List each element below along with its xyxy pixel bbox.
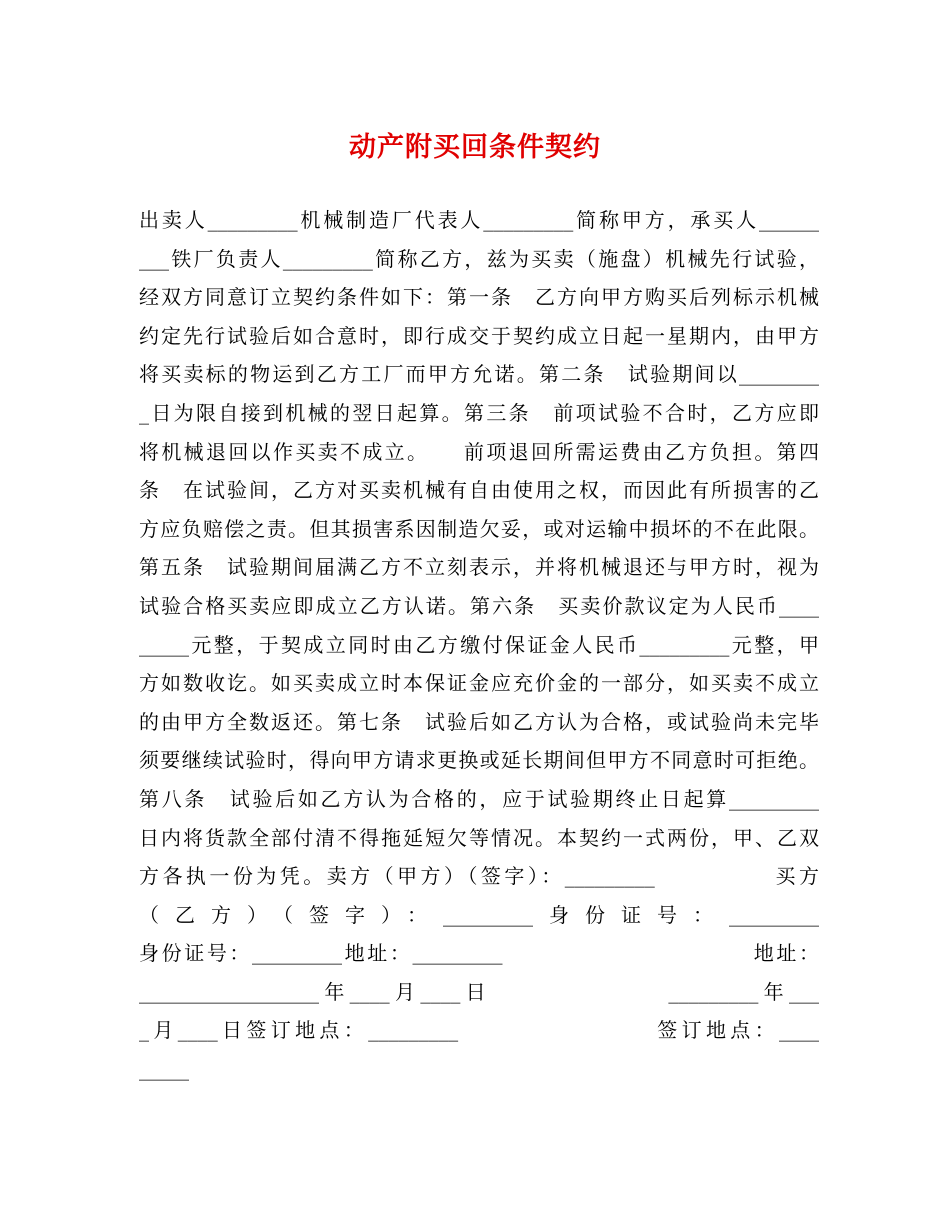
document-title: 动产附买回条件契约 — [349, 132, 601, 163]
contract-line-5: 将买卖标的物运到乙方工厂而甲方允诺。第二条 试验期间以________ — [139, 362, 819, 387]
contract-line-6: _日为限自接到机械的翌日起算。第三条 前项试验不合时，乙方应即 — [139, 400, 819, 425]
contract-line-22: _月____日签订地点：_________ 签订地点：____ — [139, 1018, 819, 1043]
contract-line-10: 第五条 试验期间届满乙方不立刻表示，并将机械退还与甲方时，视为 — [139, 555, 819, 580]
contract-line-16: 第八条 试验后如乙方认为合格的，应于试验期终止日起算_________ — [139, 786, 819, 811]
contract-line-9: 方应负赔偿之责。但其损害系因制造欠妥，或对运输中损坏的不在此限。 — [139, 516, 819, 541]
contract-line-21: __________________年____月____日 _________年___ — [139, 979, 819, 1004]
contract-line-23: _____ — [139, 1057, 189, 1082]
contract-line-8: 条 在试验间，乙方对买卖机械有自由使用之权，而因此有所损害的乙 — [139, 478, 819, 503]
contract-body — [139, 201, 819, 1089]
contract-line-3: 经双方同意订立契约条件如下：第一条 乙方向甲方购买后列标示机械 — [139, 285, 819, 310]
contract-line-1: 出卖人_________机械制造厂代表人_________简称甲方，承买人______ — [139, 208, 819, 232]
contract-line-13: 方如数收讫。如买卖成立时本保证金应充价金的一部分，如买卖不成立 — [139, 671, 819, 696]
contract-line-18: 方各执一份为凭。卖方（甲方）（签字）：_________ 买方 — [139, 864, 819, 889]
contract-line-2: ___铁厂负责人_________简称乙方，兹为买卖（施盘）机械先行试验， — [139, 246, 819, 271]
contract-line-14: 的由甲方全数返还。第七条 试验后如乙方认为合格，或试验尚未完毕 — [139, 709, 819, 734]
contract-line-19: （乙方）（签字）：_________身份证号：_________ — [139, 902, 819, 927]
contract-line-15: 须要继续试验时，得向甲方请求更换或延长期间但甲方不同意时可拒绝。 — [139, 748, 819, 773]
contract-line-11: 试验合格买卖应即成立乙方认诺。第六条 买卖价款议定为人民币____ — [139, 593, 819, 618]
contract-line-20: 身份证号：_________地址：_________ 地址： — [139, 941, 819, 966]
contract-line-4: 约定先行试验后如合意时，即行成交于契约成立日起一星期内，由甲方 — [139, 323, 819, 348]
contract-line-7: 将机械退回以作买卖不成立。 前项退回所需运费由乙方负担。第四 — [139, 439, 819, 464]
contract-line-17: 日内将货款全部付清不得拖延短欠等情况。本契约一式两份，甲、乙双 — [139, 825, 819, 850]
contract-line-12: _____元整，于契成立同时由乙方缴付保证金人民币_________元整，甲 — [139, 632, 819, 657]
